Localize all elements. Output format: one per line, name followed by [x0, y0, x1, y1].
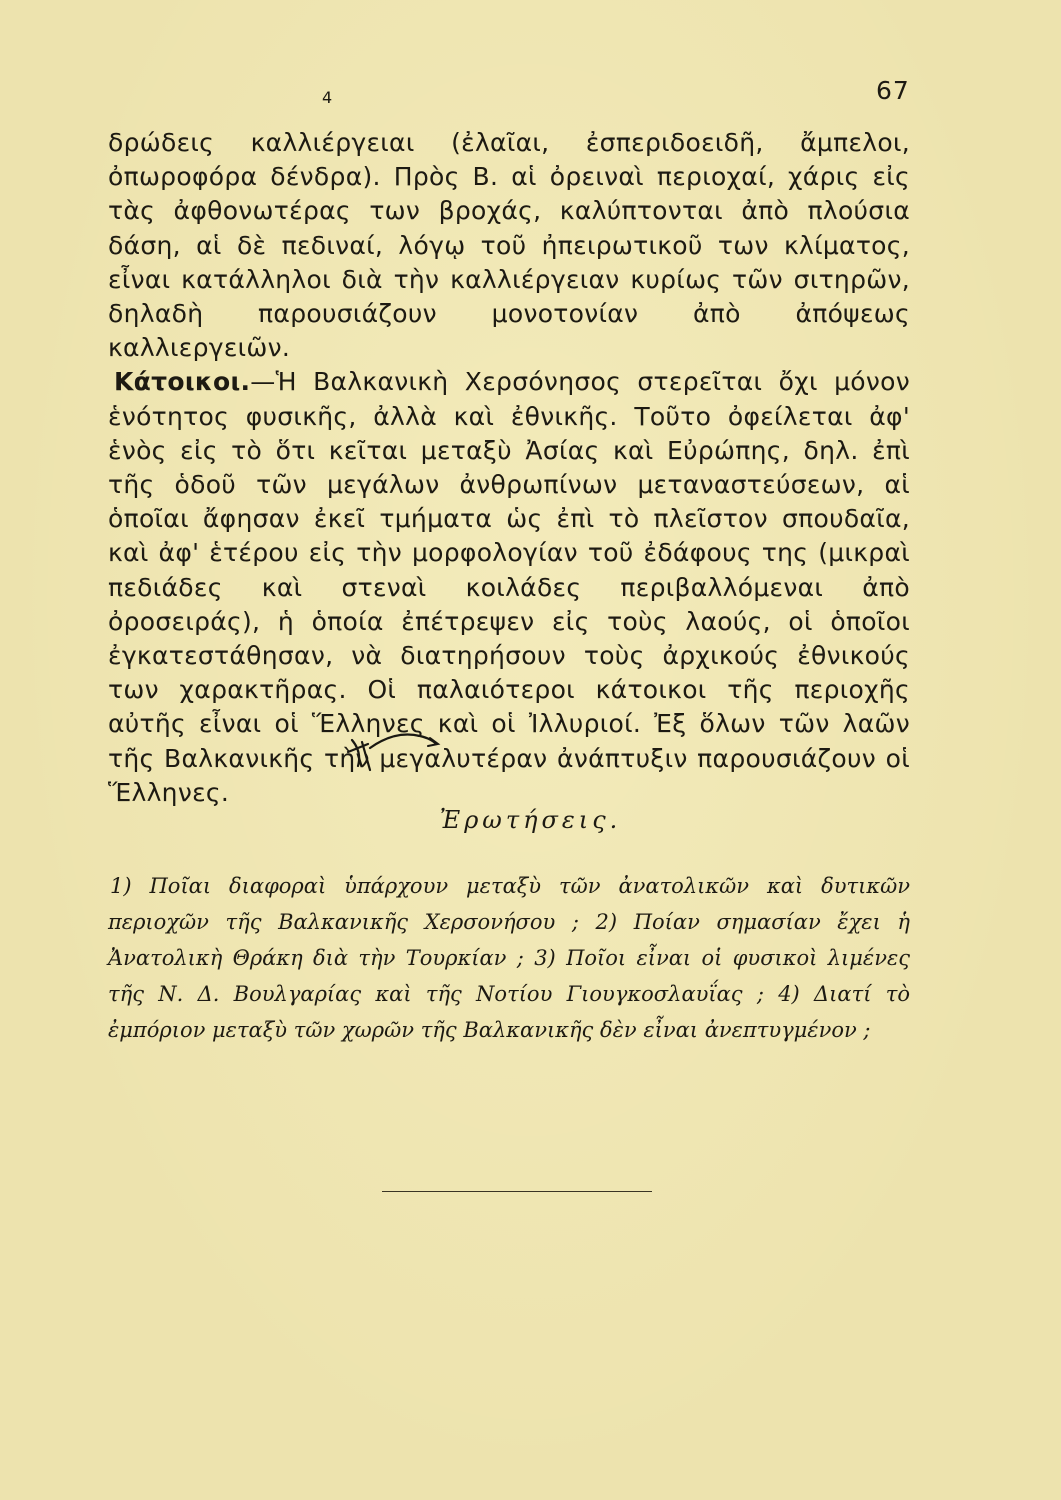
paragraph-2 [108, 365, 910, 810]
section-heading: Κάτοικοι. [114, 367, 251, 397]
questions-text: 1) Ποῖαι διαφοραὶ ὑπάρχουν μεταξὺ τῶν ἀνατολικῶν καὶ δυτικῶν περιοχῶν τῆς Βαλκανικῆς Χερσονήσου ; 2) Ποίαν σημασίαν ἔχει ἡ Ἀνατολικὴ Θράκη διὰ τὴν Τουρκίαν ; 3) Ποῖοι εἶναι οἱ φυσικοὶ λιμένες τῆς Ν. Δ. Βουλγαρίας καὶ τῆς Νοτίου Γιουγκοσλαυΐας ; 4) Διατί τὸ ἐμπόριον μεταξὺ τῶν χωρῶν τῆς Βαλκανικῆς δὲν εἶναι ἀνεπτυγμένον ; [108, 874, 910, 1042]
paragraph-2-text: —Ἡ Βαλκανικὴ Χερσόνησος στερεῖται ὄχι μόνον ἑνότητος φυσικῆς, ἀλλὰ καὶ ἐθνικῆς. Τοῦτο ὀφείλεται ἀφ' ἑνὸς εἰς τὸ ὅτι κεῖται μεταξὺ Ἀσίας καὶ Εὐρώπης, δηλ. ἐπὶ τῆς ὁδοῦ τῶν μεγάλων ἀνθρωπίνων μεταναστεύσεων, αἱ ὁποῖαι ἄφησαν ἐκεῖ τμήματα ὡς ἐπὶ τὸ πλεῖστον σπουδαῖα, καὶ ἀφ' ἑτέρου εἰς τὴν μορφολογίαν τοῦ ἐδάφους της (μικραὶ πεδιάδες καὶ στεναὶ κοιλάδες περιβαλλόμεναι ἀπὸ ὀροσειράς), ἡ ὁποία ἐπέτρεψεν εἰς τοὺς λαούς, οἱ ὁποῖοι ἐγκατεστάθησαν, νὰ διατηρήσουν τοὺς ἀρχικούς ἐθνικούς των χαρακτῆρας. Οἱ παλαιότεροι κάτοικοι τῆς περιοχῆς αὐτῆς εἶναι οἱ Ἕλληνες καὶ οἱ Ἰλλυριοί. Ἐξ ὅλων τῶν λαῶν τῆς Βαλκανικῆς τὴν μεγαλυτέραν ἀνάπτυξιν παρουσιάζουν οἱ Ἕλληνες. [108, 367, 910, 807]
divider-rule [382, 1191, 652, 1192]
paragraph-1: δρώδεις καλλιέργειαι (ἐλαῖαι, ἐσπεριδοειδῆ, ἄμπελοι, ὀπωροφόρα δένδρα). Πρὸς Β. αἱ ὀρειναὶ περιοχαί, χάρις εἰς τὰς ἀφθονωτέρας των βροχάς, καλύπτονται ἀπὸ πλούσια δάση, αἱ δὲ πεδιναί, λόγῳ τοῦ ἠπειρωτικοῦ των κλίματος, εἶναι κατάλληλοι διὰ τὴν καλλιέργειαν κυρίως τῶν σιτηρῶν, δηλαδὴ παρουσιάζουν μονοτονίαν ἀπὸ ἀπόψεως καλλιεργειῶν. [108, 128, 910, 363]
page-number: 67 [876, 76, 910, 105]
questions-title: Ἐρωτήσεις. [439, 806, 622, 834]
handwritten-signature [340, 722, 450, 782]
print-mark: 4 [322, 88, 333, 107]
body-text [108, 126, 910, 810]
